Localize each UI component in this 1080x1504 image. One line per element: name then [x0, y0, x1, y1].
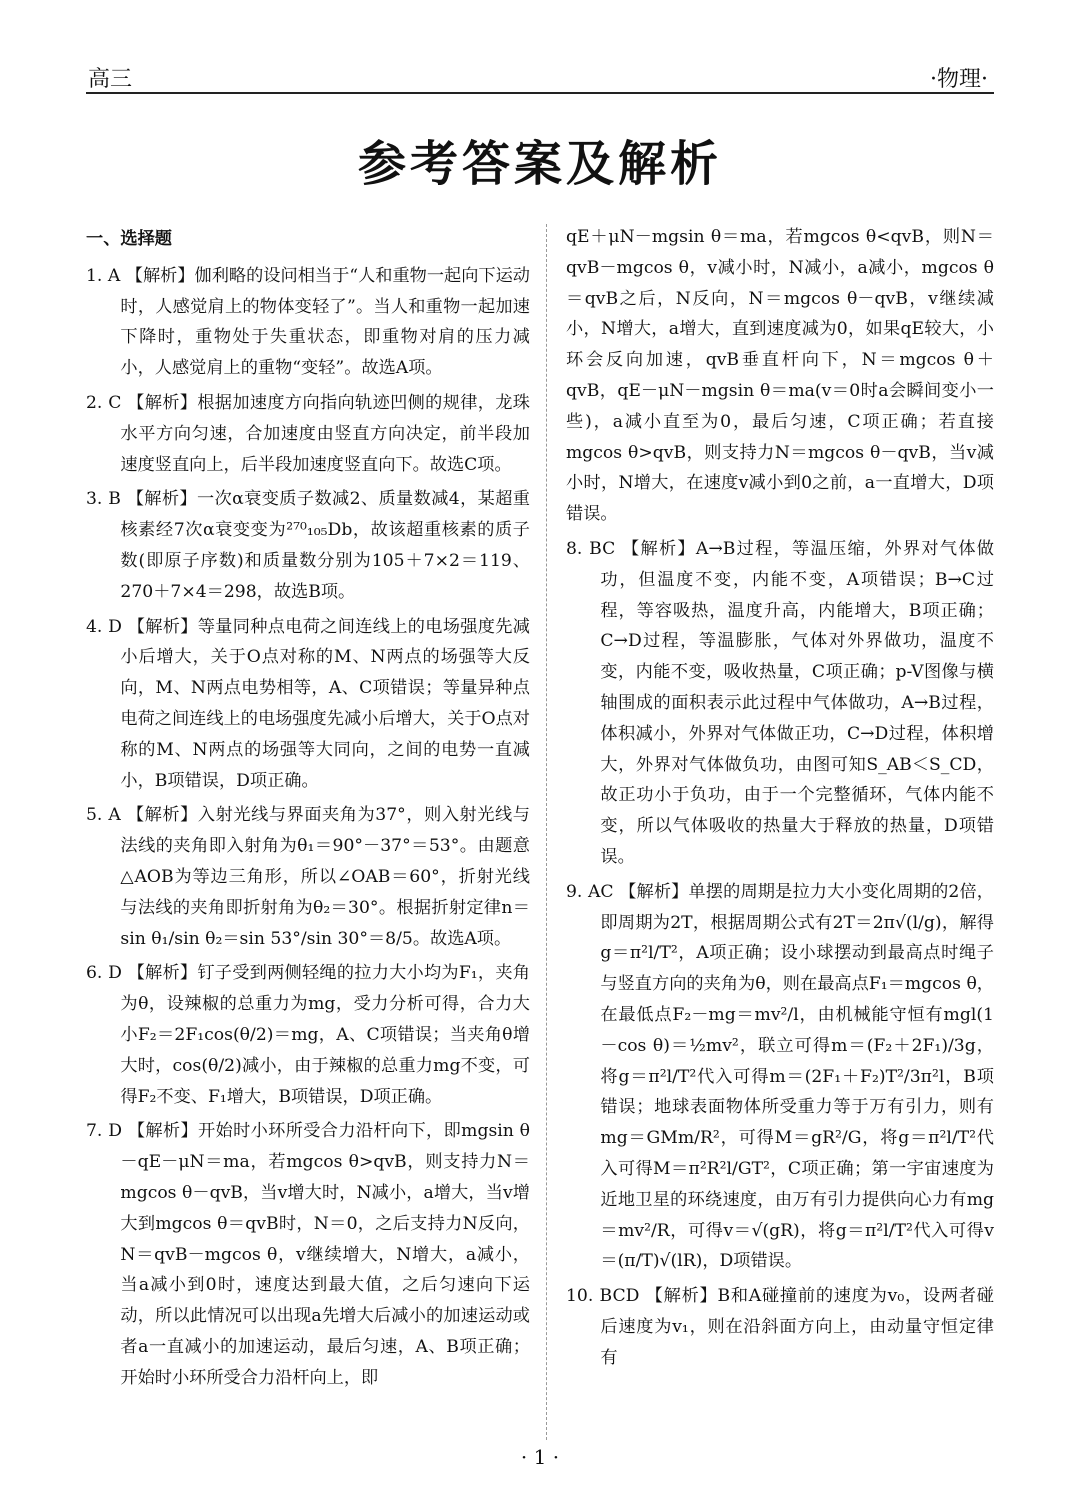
left-column [86, 222, 530, 1397]
answer-7: 7. D 【解析】开始时小环所受合力沿杆向下，即mgsin θ－qE－μN＝ma，若mgcos θ>qvB，则支持力N＝mgcos θ－qvB，当v增大时，N减小，a增大，当v增大到mgcos θ＝qvB时，N＝0，之后支持力N反向，N＝qvB－mgcos θ，v继续增大，N增大，a减小，当a减小到0时，速度达到最大值，之后匀速向下运动，所以此情况可以出现a先增大后减小的加速运动或者a一直减小的加速运动，最后匀速，A、B项正确；开始时小环所受合力沿杆向上，即 [86, 1121, 530, 1388]
column-divider [546, 224, 547, 1440]
page-title: 参考答案及解析 [357, 136, 722, 192]
answer-4: 4. D 【解析】等量同种点电荷之间连线上的电场强度先减小后增大，关于O点对称的M、N两点的场强等大反向，M、N两点电势相等，A、C项错误；等量异种点电荷之间连线上的电场强度先减小后增大，关于O点对称的M、N两点的场强等大同向，之间的电势一直减小，B项错误，D项正确。 [86, 616, 530, 791]
answer-3: 3. B 【解析】一次α衰变质子数减2、质量数减4，某超重核素经7次α衰变变为²⁷⁰₁₀₅Db，故该超重核素的质子数(即原子序数)和质量数分别为105＋7×2＝119、270＋7×4＝298，故选B项。 [86, 489, 530, 602]
answer-9: 9. AC 【解析】单摆的周期是拉力大小变化周期的2倍，即周期为2T，根据周期公式有2T＝2π√(l/g)，解得g＝π²l/T²，A项正确；设小球摆动到最高点时绳子与竖直方向的夹角为θ，则在最高点F₁＝mgcos θ，在最低点F₂－mg＝mv²/l，由机械能守恒有mgl(1－cos θ)＝½mv²，联立可得m＝(F₂＋2F₁)/3g，将g＝π²l/T²代入可得m＝(2F₁＋F₂)T²/3π²l，B项错误；地球表面物体所受重力等于万有引力，则有mg＝GMm/R²，可得M＝gR²/G，将g＝π²l/T²代入可得M＝π²R²l/GT²，C项正确；第一宇宙速度为近地卫星的环绕速度，由万有引力提供向心力有mg＝mv²/R，可得v＝√(gR)，将g＝π²l/T²代入可得v＝(π/T)√(lR)，D项错误。 [566, 881, 994, 1272]
answer-2: 2. C 【解析】根据加速度方向指向轨迹凹侧的规律，龙珠水平方向匀速，合加速度由竖直方向决定，前半段加速度竖直向上，后半段加速度竖直向下。故选C项。 [86, 392, 530, 475]
answer-1: 1. A 【解析】伽利略的设问相当于“人和重物一起向下运动时，人感觉肩上的物体变轻了”。当人和重物一起加速下降时，重物处于失重状态，即重物对肩的压力减小，人感觉肩上的重物“变轻”。故选A项。 [86, 265, 530, 379]
answer-7-continued: qE＋μN－mgsin θ＝ma，若mgcos θ<qvB，则N＝qvB－mgcos θ，v减小时，N减小，a减小，mgcos θ＝qvB之后，N反向，N＝mgcos θ－qvB，v继续减小，N增大，a增大，直到速度减为0，如果qE较大，小环会反向加速，qvB垂直杆向下，N＝mgcos θ＋qvB，qE－μN－mgsin θ＝ma(v＝0时a会瞬间变小一些)，a减小直至为0，最后匀速，C项正确；若直接mgcos θ>qvB，则支持力N＝mgcos θ－qvB，当v减小时，N增大，在速度v减小到0之前，a一直增大，D项错误。 [566, 227, 994, 525]
header-rule [86, 92, 994, 94]
answer-5: 5. A 【解析】入射光线与界面夹角为37°，则入射光线与法线的夹角即入射角为θ₁＝90°－37°＝53°。由题意△AOB为等边三角形，所以∠OAB＝60°，折射光线与法线的夹角即折射角为θ₂＝30°。根据折射定律n＝sin θ₁/sin θ₂＝sin 53°/sin 30°＝8/5。故选A项。 [86, 805, 530, 949]
page-number: · 1 · [520, 1445, 560, 1469]
section-title: 一、选择题 [86, 229, 172, 249]
answer-6: 6. D 【解析】钉子受到两侧轻绳的拉力大小均为F₁，夹角为θ，设辣椒的总重力为mg，受力分析可得，合力大小F₂＝2F₁cos(θ/2)＝mg，A、C项错误；当夹角θ增大时，cos(θ/2)减小，由于辣椒的总重力mg不变，可得F₂不变、F₁增大，B项错误，D项正确。 [86, 963, 530, 1107]
answer-8: 8. BC 【解析】A→B过程，等温压缩，外界对气体做功，但温度不变，内能不变，A项错误；B→C过程，等容吸热，温度升高，内能增大，B项正确；C→D过程，等温膨胀，气体对外界做功，温度不变，内能不变，吸收热量，C项正确；p-V图像与横轴围成的面积表示此过程中气体做功，A→B过程，体积减小，外界对气体做正功，C→D过程，体积增大，外界对气体做负功，由图可知S_AB＜S_CD，故正功小于负功，由于一个完整循环，气体内能不变，所以气体吸收的热量大于释放的热量，D项错误。 [566, 538, 994, 867]
grade-label: 高三 [88, 67, 133, 92]
right-column [566, 222, 994, 1377]
subject-label: ·物理· [930, 67, 988, 92]
answer-10: 10. BCD 【解析】B和A碰撞前的速度为v₀，设两者碰后速度为v₁，则在沿斜面方向上，由动量守恒定律有 [566, 1286, 994, 1368]
